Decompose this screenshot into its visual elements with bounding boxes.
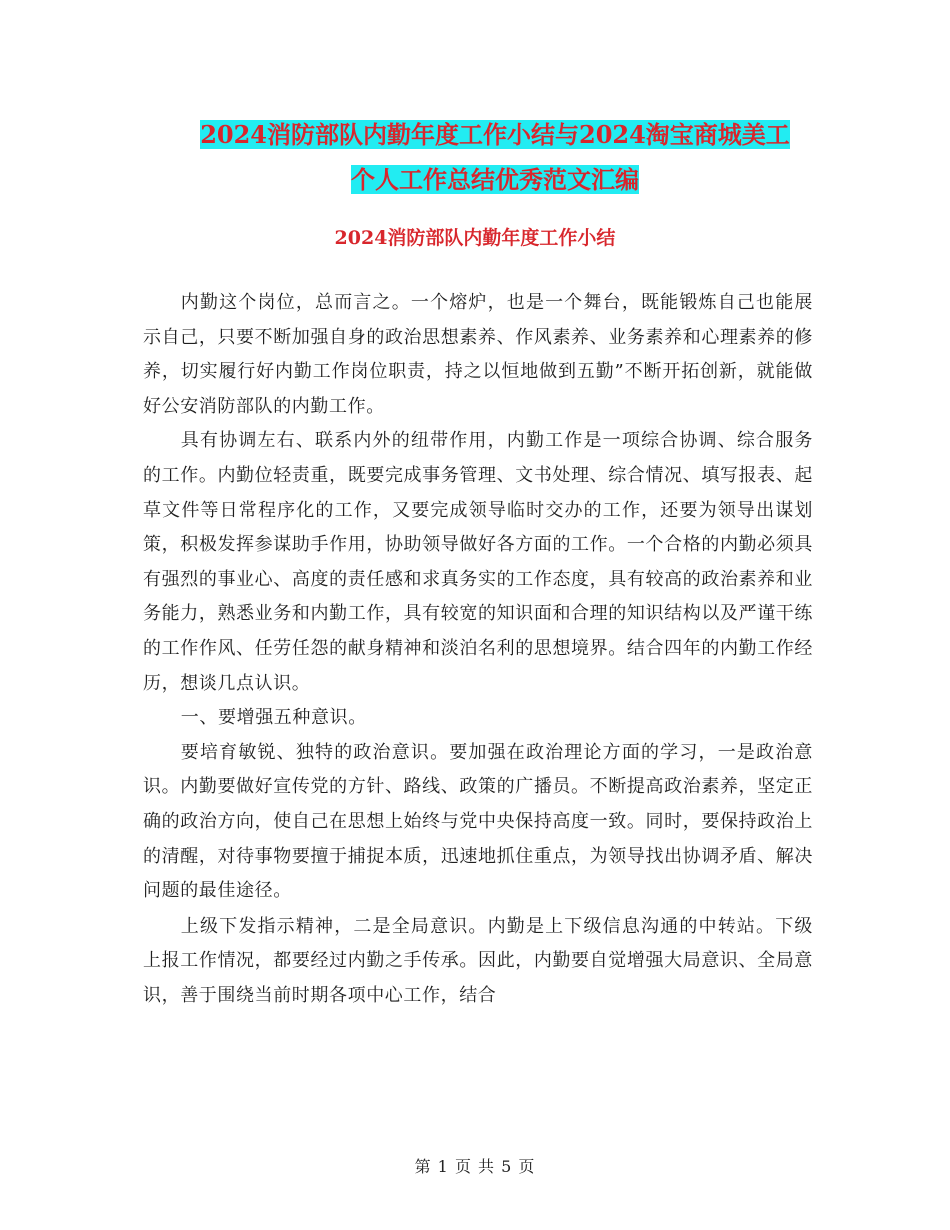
paragraph-3: 一、要增强五种意识。	[180, 707, 367, 729]
page-footer: 第 1 页 共 5 页	[414, 1157, 536, 1176]
title-line-1: 2024消防部队内勤年度工作小结与2024淘宝商城美工	[200, 120, 790, 149]
paragraph-5: 上级下发指示精神，二是全局意识。内勤是上下级信息沟通的中转站。下级上报工作情况，都要经过内勤之手传承。因此，内勤要自觉增强大局意识、全局意识，善于围绕当前时期各项中心工作，结合	[143, 915, 813, 1006]
section-title: 2024消防部队内勤年度工作小结	[334, 227, 616, 249]
document-body	[143, 286, 813, 1013]
title-line-2: 个人工作总结优秀范文汇编	[351, 165, 639, 194]
paragraph-4: 要培育敏锐、独特的政治意识。要加强在政治理论方面的学习，一是政治意识。内勤要做好宣传党的方针、路线、政策的广播员。不断提高政治素养，坚定正确的政治方向，使自己在思想上始终与党中央保持高度一致。同时，要保持政治上的清醒，对待事物要擅于捕捉本质，迅速地抓住重点，为领导找出协调矛盾、解决问题的最佳途径。	[143, 741, 813, 902]
paragraph-2: 具有协调左右、联系内外的纽带作用，内勤工作是一项综合协调、综合服务的工作。内勤位轻责重，既要完成事务管理、文书处理、综合情况、填写报表、起草文件等日常程序化的工作，又要完成领导临时交办的工作，还要为领导出谋划策，积极发挥参谋助手作用，协助领导做好各方面的工作。一个合格的内勤必须具有强烈的事业心、高度的责任感和求真务实的工作态度，具有较高的政治素养和业务能力，熟悉业务和内勤工作，具有较宽的知识面和合理的知识结构以及严谨干练的工作作风、任劳任怨的献身精神和淡泊名利的思想境界。结合四年的内勤工作经历，想谈几点认识。	[143, 430, 813, 694]
document-title	[140, 112, 850, 202]
paragraph-1: 内勤这个岗位，总而言之。一个熔炉，也是一个舞台，既能锻炼自己也能展示自己，只要不断加强自身的政治思想素养、作风素养、业务素养和心理素养的修养，切实履行好内勤工作岗位职责，持之以恒地做到五勤”不断开拓创新，就能做好公安消防部队的内勤工作。	[143, 292, 813, 417]
